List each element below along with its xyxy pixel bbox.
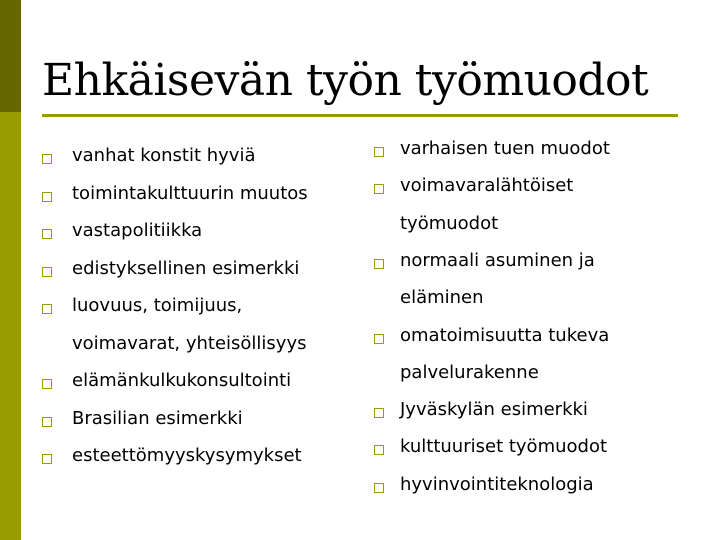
slide-sidebar-dark-band xyxy=(0,0,21,112)
bullet-item-text: palvelurakenne xyxy=(400,361,539,383)
bullet-item-text: eläminen xyxy=(400,287,484,309)
bullet-item-text: esteettömyyskysymykset xyxy=(72,445,302,466)
bullet-item-text: omatoimisuutta tukeva xyxy=(400,324,610,346)
square-bullet-icon xyxy=(42,379,52,389)
square-bullet-icon xyxy=(374,445,384,455)
bullet-item-text: toimintakulttuurin muutos xyxy=(72,182,308,204)
bullet-item-text: luovuus, toimijuus, xyxy=(72,295,243,316)
bullet-item-text: kulttuuriset työmuodot xyxy=(400,436,608,458)
square-bullet-icon xyxy=(374,483,384,493)
bullet-item-text: varhaisen tuen muodot xyxy=(400,138,610,159)
bullet-item-text: elämänkulkukonsultointi xyxy=(72,370,292,391)
bullet-item-text: Brasilian esimerkki xyxy=(72,407,243,429)
square-bullet-icon xyxy=(374,184,384,194)
square-bullet-icon xyxy=(374,334,384,344)
bullet-item-text: Jyväskylän esimerkki xyxy=(400,399,588,421)
square-bullet-icon xyxy=(42,192,52,202)
square-bullet-icon xyxy=(374,408,384,418)
slide-sidebar-accent xyxy=(0,0,21,540)
bullet-item-text: vastapolitiikka xyxy=(72,220,203,241)
title-underline xyxy=(42,114,678,117)
square-bullet-icon xyxy=(374,147,384,157)
bullet-item-text: hyvinvointiteknologia xyxy=(400,473,594,495)
square-bullet-icon xyxy=(42,229,52,239)
square-bullet-icon xyxy=(42,304,52,314)
slide-title: Ehkäisevän työn työmuodot xyxy=(42,55,649,106)
square-bullet-icon xyxy=(42,454,52,464)
bullet-item-text: voimavarat, yhteisöllisyys xyxy=(72,332,307,354)
square-bullet-icon xyxy=(42,417,52,427)
square-bullet-icon xyxy=(42,154,52,164)
bullet-item-text: voimavaralähtöiset xyxy=(400,175,574,197)
square-bullet-icon xyxy=(374,259,384,269)
square-bullet-icon xyxy=(42,267,52,277)
bullet-item-text: työmuodot xyxy=(400,212,499,234)
bullet-item-text: normaali asuminen ja xyxy=(400,249,595,271)
bullet-item-text: vanhat konstit hyviä xyxy=(72,145,256,166)
bullet-item-text: edistyksellinen esimerkki xyxy=(72,257,300,279)
